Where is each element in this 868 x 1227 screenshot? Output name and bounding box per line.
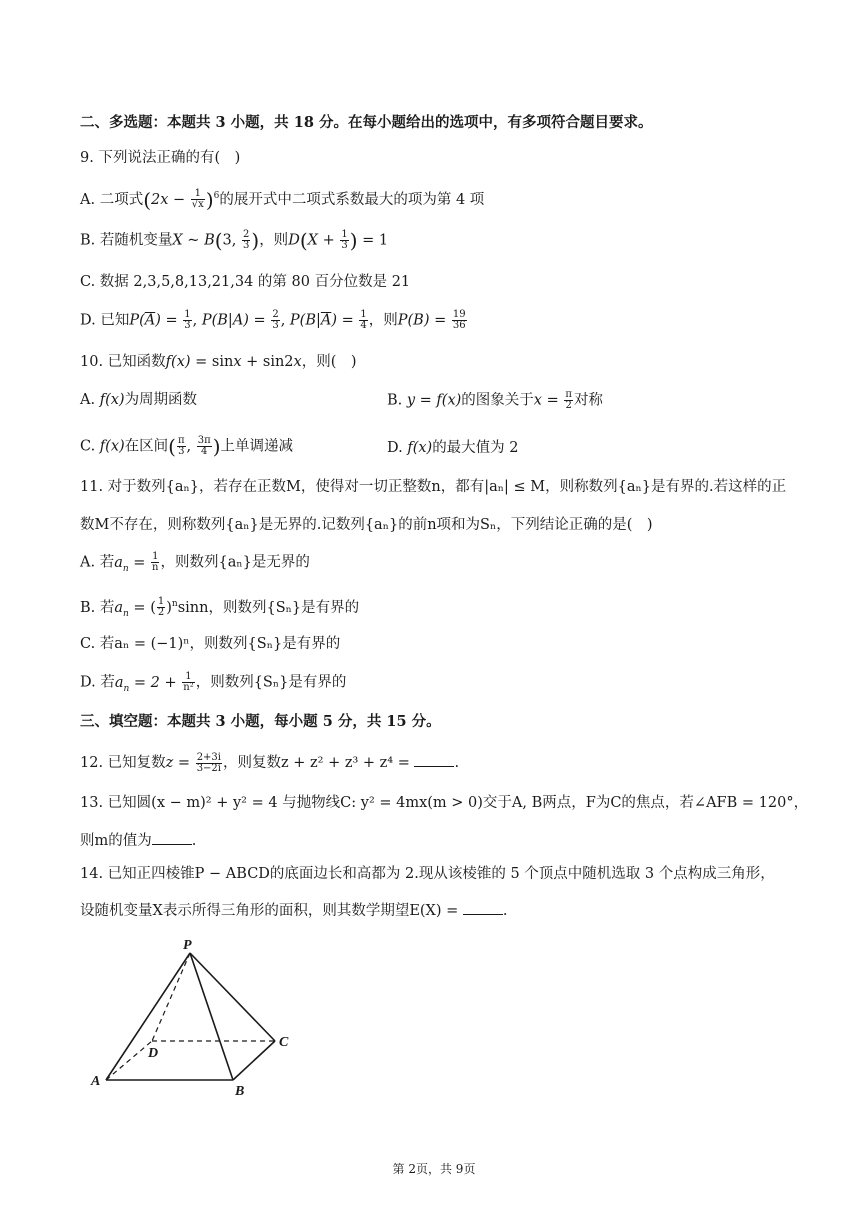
pyramid-figure [88, 935, 308, 1100]
label-d: D [148, 1046, 159, 1061]
label-c: C [279, 1035, 289, 1050]
label-a: A [91, 1074, 101, 1089]
q14-answer-blank [463, 900, 503, 915]
q11-option-b: B. 若$a_n$ = ( $\frac{1}{2}$ )$^n$sinn，则数列{Sₙ}是有界的 [80, 596, 360, 619]
q12: 12. 已知复数z = $\frac{2+3i}{3-2i}$ ，则复数z + z² + z³ + z⁴ = . [80, 751, 460, 774]
q9-option-d: D. 已知$P(\overline{A})$ = $\frac{1}{3}$ , P(B|A) = $\frac{2}{3}$ , $P(B|\overline{A})$ = $\frac{1}{4}$ ，则P(B) = $\frac{19}{36}$ [80, 309, 466, 331]
q11-option-c: C. 若aₙ = (−1)ⁿ，则数列{Sₙ}是有界的 [80, 636, 341, 652]
q14-line1: 14. 已知正四棱锥P − ABCD的底面边长和高都为 2.现从该棱锥的 5 个顶点中随机选取 3 个点构成三角形， [80, 866, 775, 882]
page-footer: 第 2页，共 9页 [392, 1162, 476, 1176]
q10-option-b: B. y = f(x)的图象关于x = $\frac{\pi}{2}$ 对称 [387, 389, 603, 411]
q12-answer-blank [414, 752, 454, 767]
q14-line2: 设随机变量X表示所得三角形的面积，则其数学期望E(X) = . [80, 900, 508, 921]
q13-line1: 13. 已知圆(x − m)² + y² = 4 与抛物线C: y² = 4mx(m > 0)交于A, B两点，F为C的焦点，若∠AFB = 120°， [80, 795, 809, 811]
q11-stem-line2: 数M不存在，则称数列{aₙ}是无界的.记数列{aₙ}的前n项和为Sₙ，下列结论正确的是( ) [80, 517, 653, 533]
q9-stem: 9. 下列说法正确的有( ) [80, 150, 241, 166]
q10-option-d: D. f(x)的最大值为 2 [387, 440, 519, 456]
q9-option-c: C. 数据 2,3,5,8,13,21,34 的第 80 百分位数是 21 [80, 274, 411, 290]
edge-bc [233, 1041, 275, 1080]
q11-option-d: D. 若$a_n = 2$ + $\frac{1}{\text{n²}}$ ，则数列{Sₙ}是有界的 [80, 671, 347, 694]
q11-option-a: A. 若$a_n$ = $\frac{1}{n}$ ，则数列{aₙ}是无界的 [80, 551, 310, 574]
q10-stem: 10. 已知函数f(x) = sinx + sin2x，则( ) [80, 354, 357, 370]
edge-pb [190, 953, 233, 1080]
q13-answer-blank [152, 830, 192, 845]
q13-line2: 则m的值为 . [80, 830, 196, 851]
section2-header: 二、多选题：本题共 3 小题，共 18 分。在每小题给出的选项中，有多项符合题目要求。 [80, 114, 653, 131]
q9-option-a: A. 二项式(2x − $\frac{1}{√x}$ )$^6$的展开式中二项式系数最大的项为第 4 项 [80, 187, 485, 212]
section3-header: 三、填空题：本题共 3 小题，每小题 5 分，共 15 分。 [80, 713, 441, 730]
label-b: B [235, 1084, 245, 1099]
edge-pd-hidden [152, 953, 190, 1041]
q11-stem-line1: 11. 对于数列{aₙ}，若存在正数M，使得对一切正整数n，都有|aₙ| ≤ M，则称数列{aₙ}是有界的.若这样的正 [80, 479, 787, 495]
edge-pc [190, 953, 275, 1041]
q10-option-c: C. f(x)在区间( $\frac{\pi}{3}$ , $\frac{3\pi}{4}$ )上单调递减 [80, 434, 294, 459]
label-p: P [183, 938, 192, 953]
q9-option-b: B. 若随机变量X ~ B(3, $\frac{2}{3}$ )，则D(X + $\frac{1}{3}$ ) = 1 [80, 228, 389, 253]
q10-option-a: A. f(x)为周期函数 [80, 392, 198, 408]
edge-ad-hidden [106, 1041, 152, 1080]
